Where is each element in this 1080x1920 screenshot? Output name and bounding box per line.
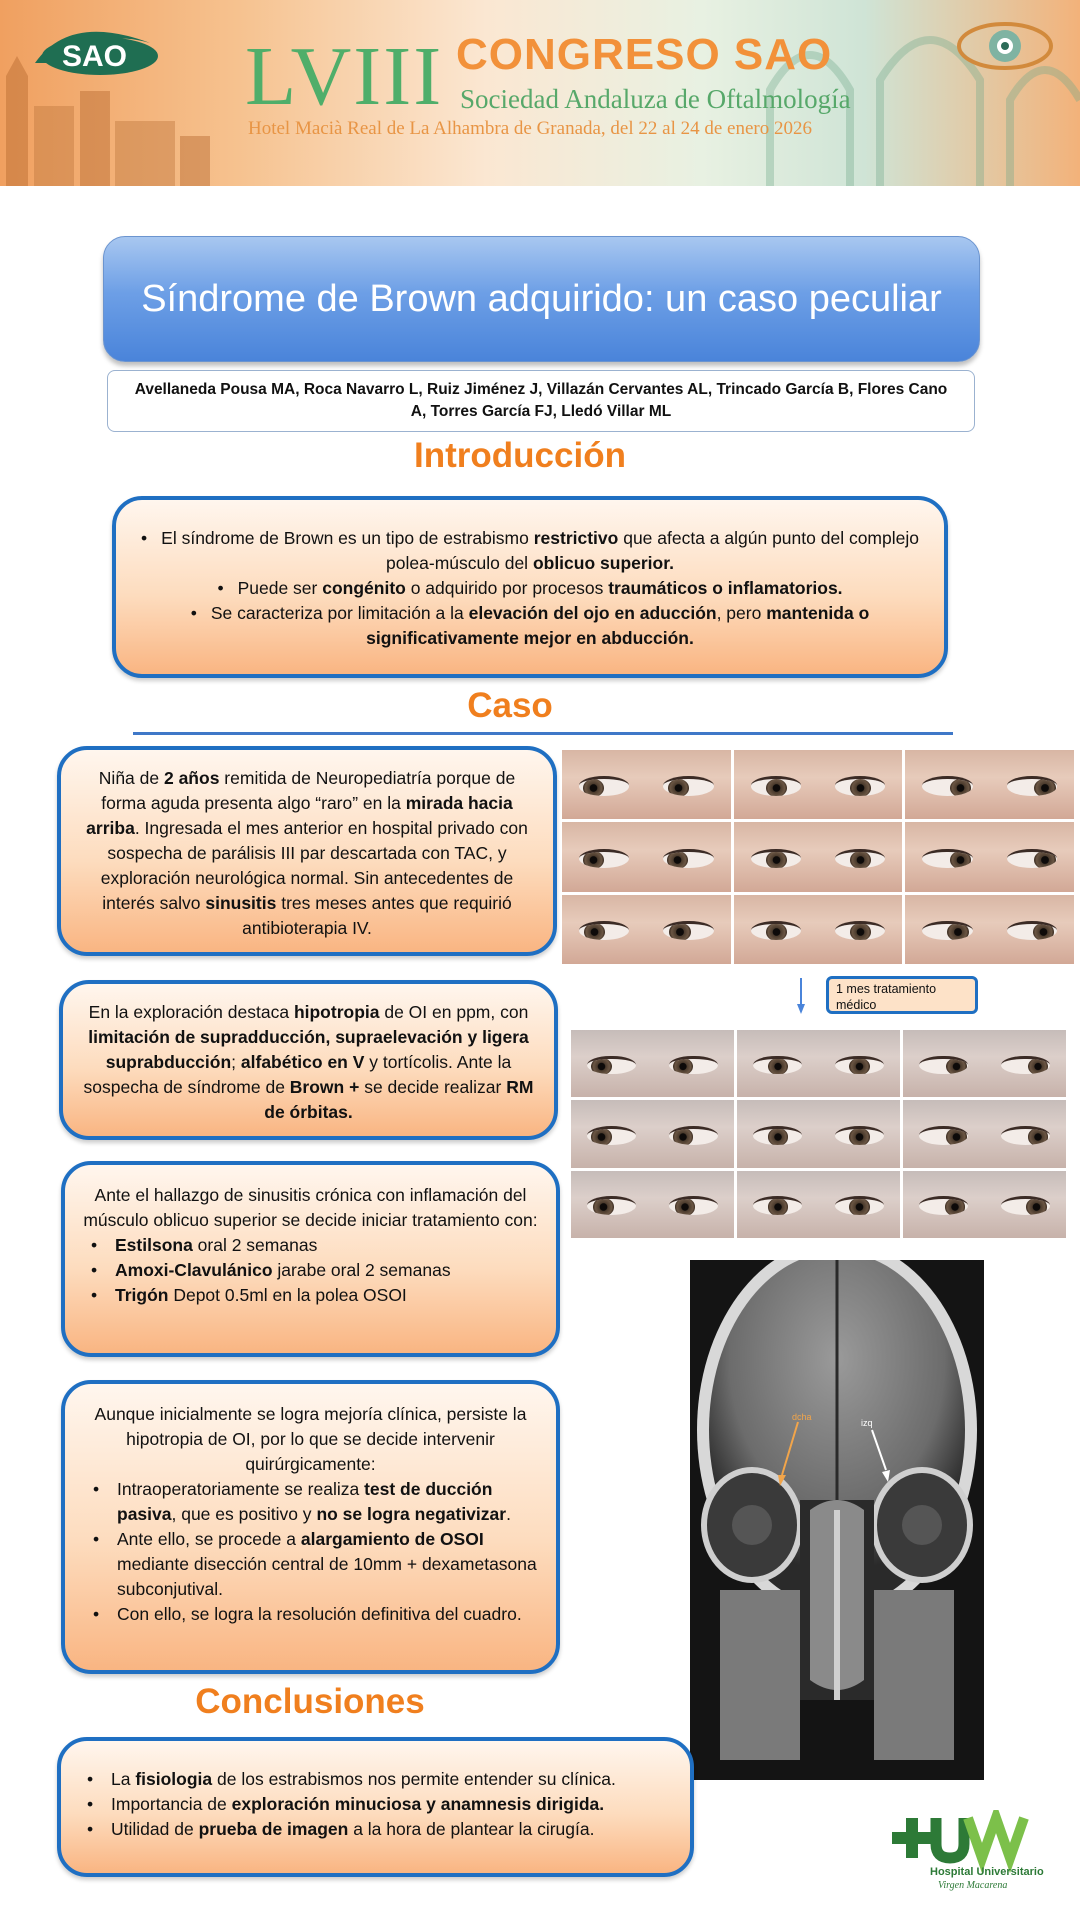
eye-photo — [562, 750, 731, 819]
treatment-item: • Estilsona oral 2 semanas — [81, 1233, 540, 1258]
header-banner — [0, 0, 1080, 186]
case-surgery-box — [61, 1380, 560, 1674]
eye-photo — [737, 1030, 900, 1097]
eye-photo — [734, 750, 903, 819]
eye-photo — [734, 895, 903, 964]
treatment-item: • Trigón Depot 0.5ml en la polea OSOI — [81, 1283, 540, 1308]
intro-box — [112, 496, 948, 678]
conclusion-item: • La fisiologia de los estrabismos nos permite entender su clínica. — [77, 1767, 674, 1792]
photo-grid-after — [571, 1030, 1066, 1238]
surgery-intro: Aunque inicialmente se logra mejoría clínica, persiste la hipotropia de OI, por lo que se decide intervenir quirúrgicamente: — [94, 1404, 527, 1474]
authors-list: Avellaneda Pousa MA, Roca Navarro L, Ruiz Jiménez J, Villazán Cervantes AL, Trincado García B, Flores Cano A, Torres García FJ, Lledó Villar ML — [134, 381, 948, 420]
eye-photo — [737, 1100, 900, 1167]
conclusion-item: • Importancia de exploración minuciosa y anamnesis dirigida. — [77, 1792, 674, 1817]
section-title-conclusions: Conclusiones — [195, 1682, 425, 1721]
authors-box — [107, 370, 975, 432]
edition-number: LVIII — [245, 30, 444, 123]
treatment-duration-note: 1 mes tratamiento médico — [826, 976, 978, 1014]
case-presentation-box — [57, 746, 557, 956]
case-divider — [133, 732, 953, 735]
hospital-name-line2: Virgen Macarena — [938, 1880, 1008, 1891]
mri-label-left: izq — [861, 1418, 873, 1428]
surgery-item: • Intraoperatoriamente se realiza test de ducción pasiva, que es positivo y no se logra negativizar. — [83, 1477, 538, 1527]
eye-photo — [903, 1030, 1066, 1097]
eye-photo — [903, 1171, 1066, 1238]
intro-bullet-1: • El síndrome de Brown es un tipo de estrabismo restrictivo que afecta a algún punto del complejo polea-músculo del oblicuo superior. — [141, 528, 919, 573]
surgery-list — [83, 1477, 538, 1627]
section-title-case: Caso — [467, 686, 553, 725]
eye-logo-icon — [955, 18, 1055, 74]
case-exploration-box — [59, 980, 558, 1140]
arrow-down-icon — [797, 978, 805, 1014]
eye-photo — [903, 1100, 1066, 1167]
conclusions-box — [57, 1737, 694, 1877]
sao-logo-text: SAO — [62, 40, 128, 73]
eye-photo — [737, 1171, 900, 1238]
case-exploration-text: En la exploración destaca hipotropia de OI en ppm, con limitación de supradducción, supraelevación y ligera suprabducción; alfabético en V y tortícolis. Ante la sospecha de síndrome de Brown + se decide realizar RM de órbitas. — [83, 1002, 534, 1122]
hospital-name-line1: Hospital Universitario — [930, 1866, 1044, 1878]
poster-title-box — [103, 236, 980, 362]
eye-photo — [905, 895, 1074, 964]
eye-photo — [905, 750, 1074, 819]
photo-grid-before — [562, 750, 1074, 964]
treatment-intro: Ante el hallazgo de sinusitis crónica con inflamación del músculo oblicuo superior se decide iniciar tratamiento con: — [83, 1185, 538, 1230]
surgery-item: • Ante ello, se procede a alargamiento de OSOI mediante disección central de 10mm + dexametasona subconjutival. — [83, 1527, 538, 1602]
mri-coronal-image — [690, 1260, 984, 1780]
intro-bullet-2: • Puede ser congénito o adquirido por procesos traumáticos o inflamatorios. — [217, 578, 843, 598]
eye-photo — [571, 1100, 734, 1167]
eye-photo — [562, 895, 731, 964]
conclusion-item: • Utilidad de prueba de imagen a la hora de plantear la cirugía. — [77, 1817, 674, 1842]
eye-photo — [562, 822, 731, 891]
mri-scan-icon — [690, 1260, 984, 1780]
mri-label-right: dcha — [792, 1412, 812, 1422]
section-title-intro: Introducción — [414, 436, 626, 475]
treatment-list — [81, 1233, 540, 1308]
eye-photo — [905, 822, 1074, 891]
case-treatment-box — [61, 1161, 560, 1357]
case-presentation-text: Niña de 2 años remitida de Neuropediatría porque de forma aguda presenta algo “raro” en la mirada hacia arriba. Ingresada el mes anterior en hospital privado con sospecha de parálisis III par descartada con TAC, y exploración neurológica normal. Sin antecedentes de interés salvo sinusitis tres meses antes que requirió antibioterapia IV. — [86, 768, 528, 938]
eye-photo — [571, 1171, 734, 1238]
eye-photo — [734, 822, 903, 891]
society-name: Sociedad Andaluza de Oftalmología — [460, 84, 851, 114]
congress-title: CONGRESO SAO — [456, 30, 833, 79]
conclusions-list — [77, 1767, 674, 1842]
intro-bullet-3: • Se caracteriza por limitación a la elevación del ojo en aducción, pero mantenida o significativamente mejor en abducción. — [190, 603, 870, 648]
venue-dates: Hotel Macià Real de La Alhambra de Granada, del 22 al 24 de enero 2026 — [248, 118, 812, 139]
treatment-item: • Amoxi-Clavulánico jarabe oral 2 semanas — [81, 1258, 540, 1283]
surgery-item: • Con ello, se logra la resolución definitiva del cuadro. — [83, 1602, 538, 1627]
poster-title: Síndrome de Brown adquirido: un caso peculiar — [141, 277, 942, 320]
eye-photo — [571, 1030, 734, 1097]
